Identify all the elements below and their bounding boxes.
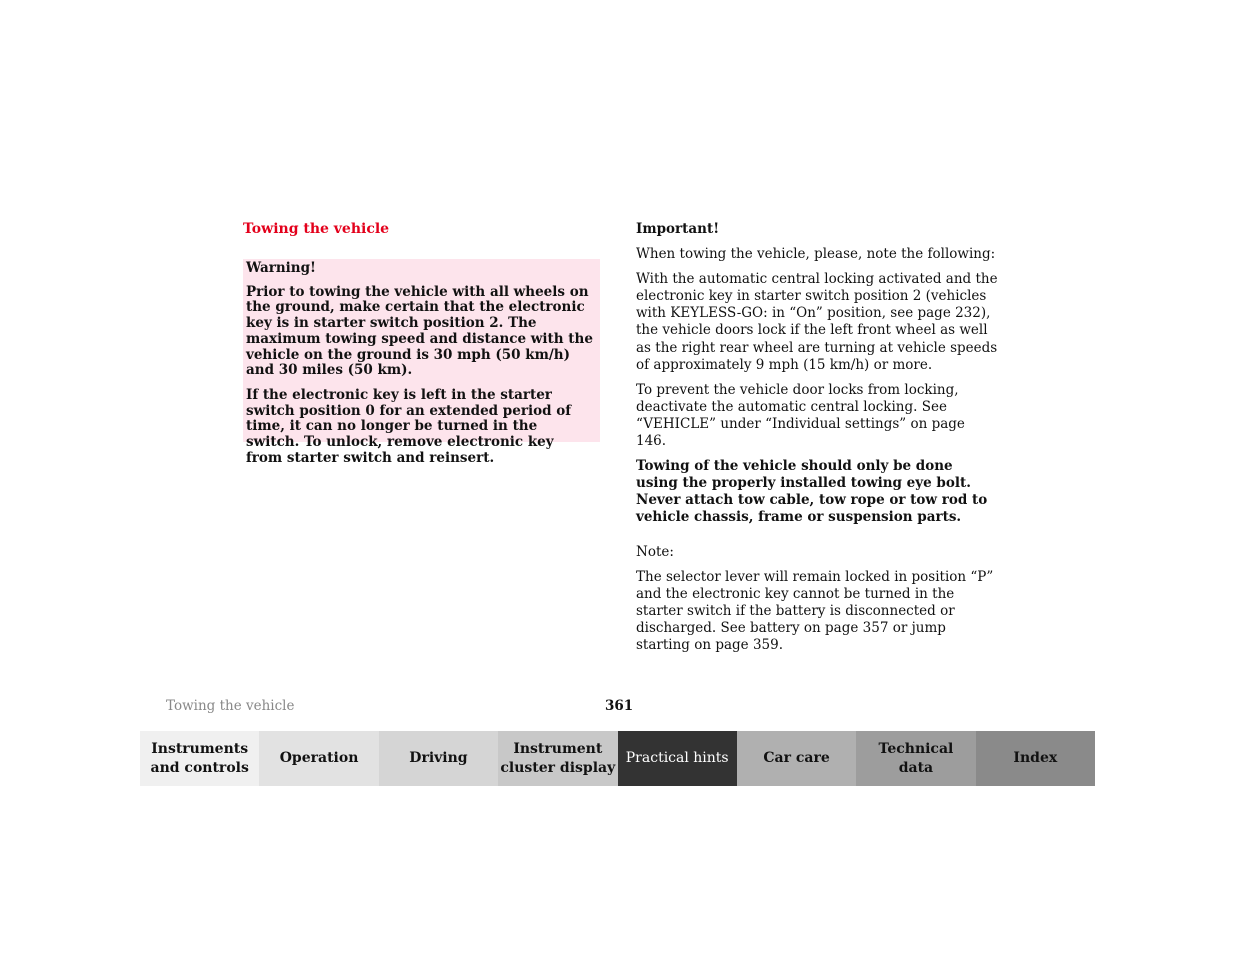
towing-instruction: Towing of the vehicle should only be done using the properly installed towing eye bolt. Never attach tow cable, tow rope or tow rod to vehicle chassis, frame or suspension parts. [636, 458, 988, 526]
important-paragraph: With the automatic central locking activated and the electronic key in starter switch position 2 (vehicles with KEYLESS-GO: in “On” position, see page 232), the vehicle doors lock if the left front wheel as well as the right rear wheel are turning at vehicle speeds of approximately 9 mph (15 km/h) or more. [636, 271, 998, 373]
right-column [636, 221, 998, 662]
warning-box [243, 259, 600, 466]
note-text: The selector lever will remain locked in position “P” and the electronic key cannot be turned in the starter switch if the battery is disconnected or discharged. See battery on page 357 or jump starting on page 359. [636, 568, 994, 653]
footer-section-label: Towing the vehicle [166, 698, 295, 714]
nav-tab-driving[interactable]: Driving [379, 731, 498, 786]
nav-tab-instrument-cluster-display[interactable]: Instrument cluster display [498, 731, 617, 786]
nav-tab-index[interactable]: Index [976, 731, 1095, 786]
warning-title: Warning! [246, 260, 316, 276]
important-title: Important! [636, 221, 720, 237]
nav-tab-operation[interactable]: Operation [259, 731, 378, 786]
warning-paragraph: Prior to towing the vehicle with all wheels on the ground, make certain that the electronic key is in starter switch position 2. The maximum towing speed and distance with the vehicle on the ground is 30 mph (50 km/h) and 30 miles (50 km). [246, 283, 593, 379]
note-title: Note: [636, 543, 674, 560]
important-paragraph: To prevent the vehicle door locks from locking, deactivate the automatic central locking. See “VEHICLE” under “Individual settings” on page 146. [636, 381, 965, 450]
nav-tab-instruments-and-controls[interactable]: Instruments and controls [140, 731, 259, 786]
section-title: Towing the vehicle [243, 221, 390, 237]
page-number: 361 [605, 698, 634, 714]
warning-paragraph: If the electronic key is left in the starter switch position 0 for an extended period of time, it can no longer be turned in the switch. To unlock, remove electronic key from starter switch and reinsert. [246, 386, 572, 466]
nav-tab-practical-hints[interactable]: Practical hints [618, 731, 737, 786]
nav-tab-technical-data[interactable]: Technical data [856, 731, 975, 786]
important-paragraph: When towing the vehicle, please, note the following: [636, 246, 996, 263]
chapter-nav [140, 731, 1095, 786]
nav-tab-car-care[interactable]: Car care [737, 731, 856, 786]
